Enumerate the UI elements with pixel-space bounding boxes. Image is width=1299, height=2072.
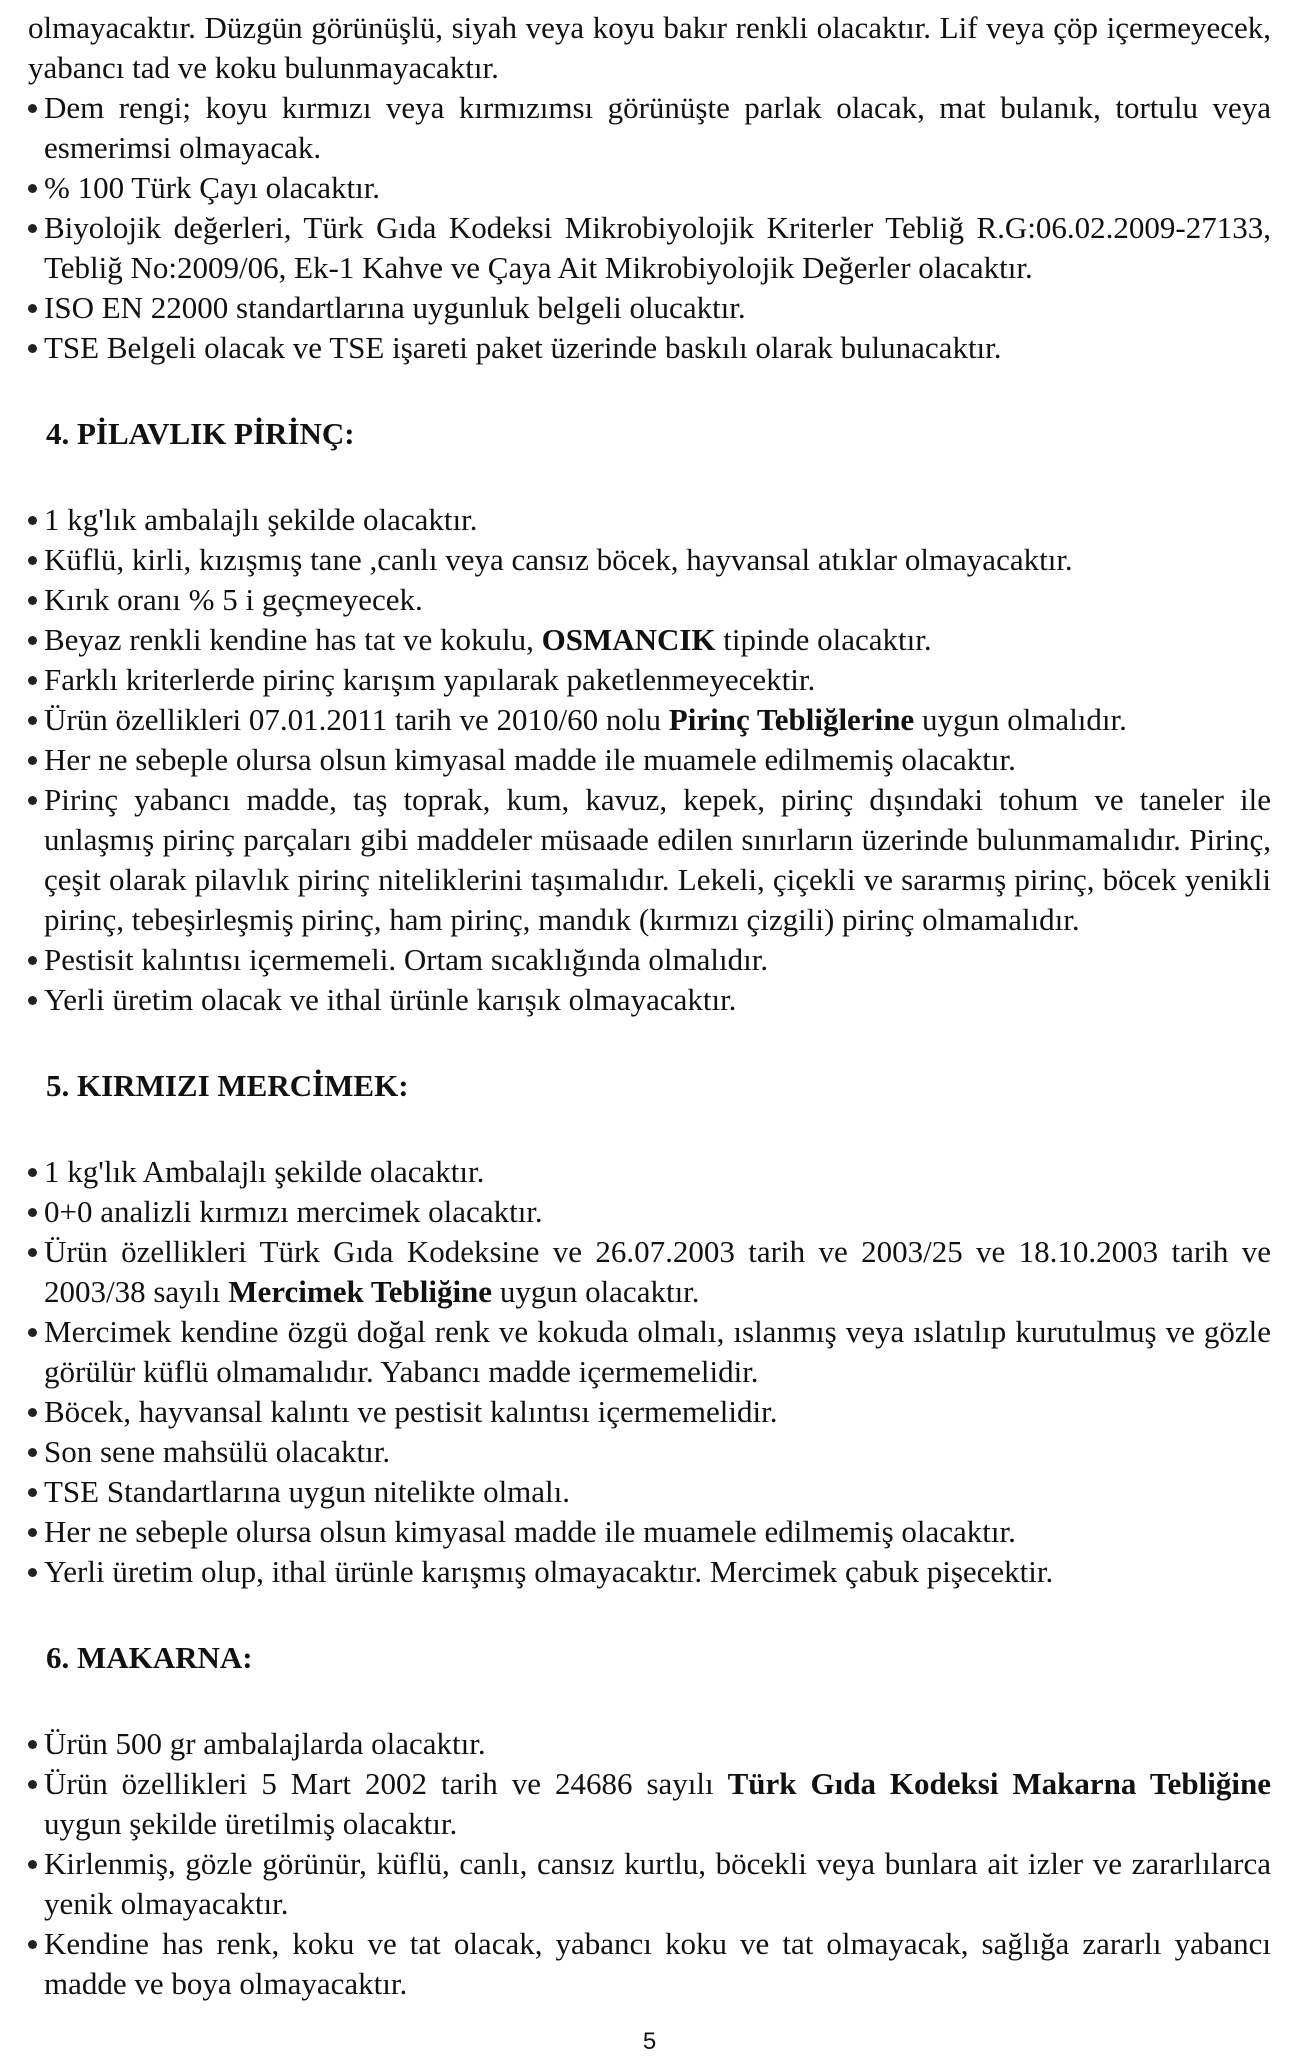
list-item [28,1844,1271,1924]
list-item-text: Her ne sebeple olursa olsun kimyasal madde ile muamele edilmemiş olacaktır. [44,742,1016,777]
list-item-bold: Türk Gıda Kodeksi Makarna Tebliğine [727,1766,1271,1801]
list-item-bold: Mercimek Tebliğine [228,1274,493,1309]
list-item [28,940,1271,980]
section-heading-pasta: 6. MAKARNA: [46,1640,253,1675]
bullet-icon [28,1408,37,1417]
bullet-icon [28,1488,37,1497]
bullet-icon [28,1780,37,1789]
list-item [28,1552,1271,1592]
list-item-text-before: Ürün özellikleri 07.01.2011 tarih ve 2010/60 nolu [44,702,669,737]
list-item [28,1152,1271,1192]
bullet-icon [28,996,37,1005]
list-item [28,288,1271,328]
bullet-icon [28,676,37,685]
list-item [28,1924,1271,2004]
list-item [28,1392,1271,1432]
list-item-text: Biyolojik değerleri, Türk Gıda Kodeksi Mikrobiyolojik Kriterler Tebliğ R.G:06.02.2009-27133, Tebliğ No:2009/06, Ek-1 Kahve ve Çaya Ait Mikrobiyolojik Değerler olacaktır. [44,210,1271,285]
bullet-icon [28,1860,37,1869]
list-item-bold: OSMANCIK [541,622,716,657]
list-item-text: TSE Belgeli olacak ve TSE işareti paket üzerinde baskılı olarak bulunacaktır. [44,330,1002,365]
bullet-icon [28,1740,37,1749]
intro-continuation: olmayacaktır. Düzgün görünüşlü, siyah veya koyu bakır renkli olacaktır. Lif veya çöp içermeyecek, yabancı tad ve koku bulunmayacaktır. [28,10,1271,85]
list-item [28,700,1271,740]
document-body [28,8,1271,2004]
list-item-text: Kirlenmiş, gözle görünür, küflü, canlı, cansız kurtlu, böcekli veya bunlara ait izler ve zararlılarca yenik olmayacaktır. [44,1846,1271,1921]
bullet-icon [28,756,37,765]
list-item-text: Kırık oranı % 5 i geçmeyecek. [44,582,423,617]
bullet-icon [28,304,37,313]
list-item-text: 0+0 analizli kırmızı mercimek olacaktır. [44,1194,543,1229]
list-item-text: TSE Standartlarına uygun nitelikte olmalı. [44,1474,571,1509]
bullet-icon [28,716,37,725]
list-item [28,980,1271,1020]
bullet-icon [28,1448,37,1457]
list-item [28,88,1271,168]
bullet-icon [28,184,37,193]
list-item-text: Böcek, hayvansal kalıntı ve pestisit kalıntısı içermemelidir. [44,1394,778,1429]
list-item [28,1764,1271,1844]
bullet-icon [28,516,37,525]
section-heading-lentil: 5. KIRMIZI MERCİMEK: [46,1068,409,1103]
page-number: 5 [642,2028,657,2055]
list-item [28,500,1271,540]
bullet-icon [28,344,37,353]
list-item-text: Dem rengi; koyu kırmızı veya kırmızımsı görünüşte parlak olacak, mat bulanık, tortulu veya esmerimsi olmayacak. [44,90,1271,165]
list-item [28,580,1271,620]
list-item-bold: Pirinç Tebliğlerine [668,702,915,737]
list-item-text: Pirinç yabancı madde, taş toprak, kum, kavuz, kepek, pirinç dışındaki tohum ve taneler ile unlaşmış pirinç parçaları gibi maddeler müsaade edilen sınırların üzerinde bulunmamalıdır. Pirinç, çeşit olarak pilavlık pirinç niteliklerini taşımalıdır. Lekeli, çiçekli ve sararmış pirinç, böcek yenikli pirinç, tebeşirleşmiş pirinç, ham pirinç, mandık (kırmızı çizgili) pirinç olmamalıdır. [44,782,1271,937]
list-item [28,168,1271,208]
bullet-icon [28,224,37,233]
list-item-text-after: tipinde olacaktır. [715,622,932,657]
bullet-icon [28,1328,37,1337]
list-item-text-before: Ürün özellikleri Türk Gıda Kodeksine ve 26.07.2003 tarih ve 2003/25 ve 18.10.2003 tarih ve 2003/38 sayılı [44,1234,1271,1309]
bullet-icon [28,796,37,805]
list-item-text-after: uygun olacaktır. [492,1274,700,1309]
list-item [28,740,1271,780]
list-item [28,1312,1271,1392]
list-item-text-before: Ürün özellikleri 5 Mart 2002 tarih ve 24686 sayılı [44,1766,728,1801]
bullet-icon [28,1528,37,1537]
list-item [28,780,1271,940]
list-item-text: Farklı kriterlerde pirinç karışım yapılarak paketlenmeyecektir. [44,662,816,697]
list-item [28,1192,1271,1232]
list-item [28,328,1271,368]
bullet-icon [28,1248,37,1257]
bullet-icon [28,1940,37,1949]
list-item-text: Her ne sebeple olursa olsun kimyasal madde ile muamele edilmemiş olacaktır. [44,1514,1016,1549]
list-item-text: Küflü, kirli, kızışmış tane ,canlı veya cansız böcek, hayvansal atıklar olmayacaktır. [44,542,1073,577]
list-item-text-after: uygun şekilde üretilmiş olacaktır. [44,1806,458,1841]
bullet-icon [28,1568,37,1577]
list-item-text: Kendine has renk, koku ve tat olacak, yabancı koku ve tat olmayacak, sağlığa zararlı yabancı madde ve boya olmayacaktır. [44,1926,1271,2001]
list-item-text: 1 kg'lık Ambalajlı şekilde olacaktır. [44,1154,485,1189]
list-item [28,1724,1271,1764]
list-item [28,208,1271,288]
section-heading-rice: 4. PİLAVLIK PİRİNÇ: [46,416,355,451]
bullet-icon [28,1208,37,1217]
list-item-text: Yerli üretim olup, ithal ürünle karışmış olmayacaktır. Mercimek çabuk pişecektir. [44,1554,1054,1589]
list-item-text: % 100 Türk Çayı olacaktır. [44,170,381,205]
bullet-icon [28,956,37,965]
bullet-icon [28,636,37,645]
list-item [28,660,1271,700]
list-item-text: Son sene mahsülü olacaktır. [44,1434,391,1469]
bullet-icon [28,104,37,113]
list-item-text: Pestisit kalıntısı içermemeli. Ortam sıcaklığında olmalıdır. [44,942,769,977]
list-item [28,540,1271,580]
list-item-text: 1 kg'lık ambalajlı şekilde olacaktır. [44,502,478,537]
list-item [28,1432,1271,1472]
list-item-text: Mercimek kendine özgü doğal renk ve kokuda olmalı, ıslanmış veya ıslatılıp kurutulmuş ve gözle görülür küflü olmamalıdır. Yabancı madde içermemelidir. [44,1314,1271,1389]
list-item-text: Yerli üretim olacak ve ithal ürünle karışık olmayacaktır. [44,982,737,1017]
list-item-text-before: Beyaz renkli kendine has tat ve kokulu, [44,622,542,657]
list-item [28,1472,1271,1512]
list-item [28,1512,1271,1552]
list-item [28,1232,1271,1312]
list-item-text-after: uygun olmalıdır. [914,702,1127,737]
bullet-icon [28,596,37,605]
list-item-text: ISO EN 22000 standartlarına uygunluk belgeli olucaktır. [44,290,746,325]
list-item-text: Ürün 500 gr ambalajlarda olacaktır. [44,1726,486,1761]
bullet-icon [28,556,37,565]
bullet-icon [28,1168,37,1177]
list-item [28,620,1271,660]
